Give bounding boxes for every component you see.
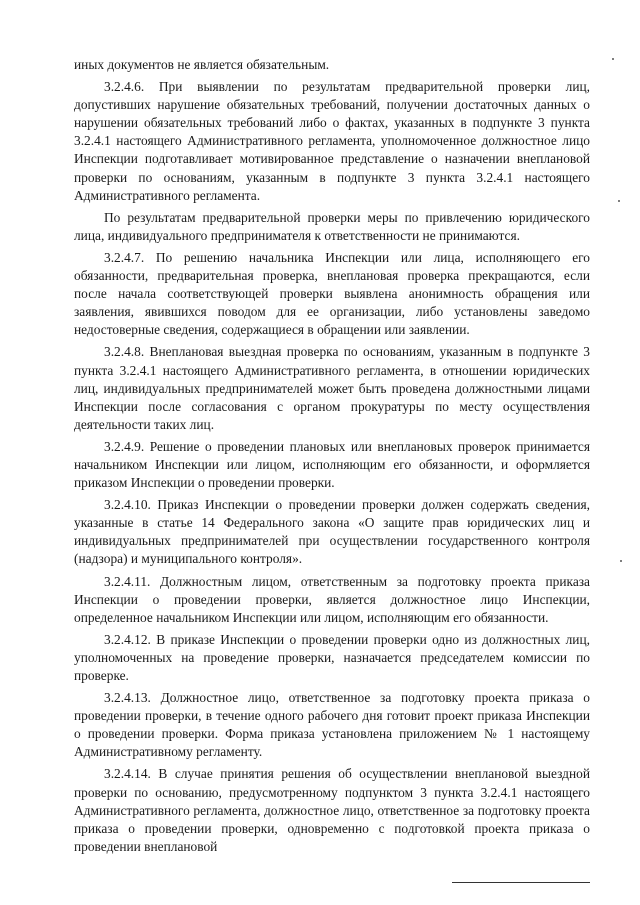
paragraph-preliminary-check-results: По результатам предварительной проверки меры по привлечению юридического лица, индивидуального предпринимателя к ответственности не принимаются. bbox=[74, 209, 590, 243]
paragraph-3-2-4-7: 3.2.4.7. По решению начальника Инспекции или лица, исполняющего его обязанности, предварительная проверка, внеплановая проверка прекращаются, если после начала соответствующей проверки выявлена анонимность обращения или заявления, явившихся поводом для ее организации, либо установлены заведомо недостоверные сведения, содержащиеся в обращении или заявлении. bbox=[74, 249, 590, 338]
paragraph-3-2-4-12: 3.2.4.12. В приказе Инспекции о проведении проверки одно из должностных лиц, уполномоченных на проведение проверки, назначается председателем комиссии по проверке. bbox=[74, 631, 590, 683]
paragraph-continuation: иных документов не является обязательным. bbox=[74, 57, 330, 72]
document-body bbox=[74, 56, 590, 860]
paragraph-3-2-4-11: 3.2.4.11. Должностным лицом, ответственным за подготовку проекта приказа Инспекции о проведении проверки, является должностное лицо Инспекции, определенное начальником Инспекции или лицом, исполняющим его обязанности. bbox=[74, 573, 590, 625]
paragraph-3-2-4-10: 3.2.4.10. Приказ Инспекции о проведении проверки должен содержать сведения, указанные в статье 14 Федерального закона «О защите прав юридических лиц и индивидуальных предпринимателей при осуществлении государственного контроля (надзора) и муниципального контроля». bbox=[74, 497, 590, 567]
paragraph-3-2-4-13: 3.2.4.13. Должностное лицо, ответственное за подготовку проекта приказа о проведении проверки, в течение одного рабочего дня готовит проект приказа Инспекции о проведении проверки. Форма приказа установлена приложением № 1 настоящему Административному регламенту. bbox=[74, 690, 590, 760]
scan-speck bbox=[618, 200, 620, 202]
footer-rule bbox=[452, 882, 590, 883]
paragraph-3-2-4-9: 3.2.4.9. Решение о проведении плановых или внеплановых проверок принимается начальником Инспекции или лицом, исполняющим его обязанности, и оформляется приказом Инспекции о проведении проверки. bbox=[74, 438, 590, 491]
paragraph-3-2-4-14: 3.2.4.14. В случае принятия решения об осуществлении внеплановой выездной проверки по основанию, предусмотренному подпунктом 3 пункта 3.2.4.1 настоящего Административного регламента, должностное лицо, ответственное за подготовку проекта приказа о проведении проверки, одновременно с подготовкой проекта приказа о проведении внеплановой bbox=[74, 766, 590, 854]
scan-speck bbox=[612, 58, 614, 60]
scan-speck bbox=[620, 560, 622, 562]
paragraph-3-2-4-6: 3.2.4.6. При выявлении по результатам предварительной проверки лиц, допустивших нарушение обязательных требований, получении достаточных данных о нарушении обязательных требований либо о фактах, указанных в подпункте 3 пункта 3.2.4.1 настоящего Административного регламента, уполномоченное должностное лицо Инспекции подготавливает мотивированное представление о назначении внеплановой проверки по основаниям, указанным в подпункте 3 пункта 3.2.4.1 настоящего Административного регламента. bbox=[74, 79, 590, 203]
paragraph-3-2-4-8: 3.2.4.8. Внеплановая выездная проверка по основаниям, указанным в подпункте 3 пункта 3.2.4.1 настоящего Административного регламента, в отношении юридических лиц, индивидуальных предпринимателей может быть проведена должностными лицами Инспекции после согласования с органом прокуратуры по месту осуществления деятельности таких лиц. bbox=[74, 344, 590, 432]
